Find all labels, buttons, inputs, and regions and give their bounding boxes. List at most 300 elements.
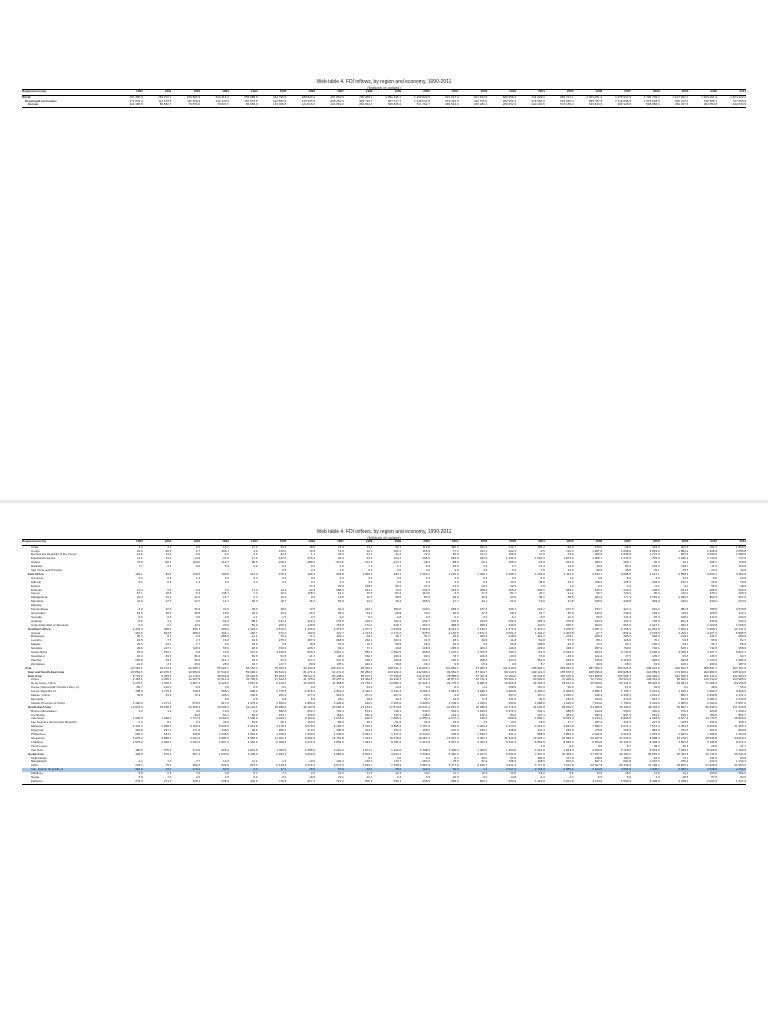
cell-value: 18 906.0 <box>734 717 746 721</box>
cell-value: 3.8 <box>454 569 459 573</box>
row-name: Korea, Democratic People's Rep. of <box>31 686 79 690</box>
cell-value: 216 089.5 <box>646 670 660 674</box>
cell-value: 280 952.3 <box>487 103 516 107</box>
cell-value: 3 487.1 <box>132 678 143 682</box>
cell-value: 1 975 537.5 <box>615 95 631 99</box>
cell-value: 131 859.8 <box>588 674 603 678</box>
cell-value: 186.9 <box>537 756 545 760</box>
cell-value: 2.9 <box>540 744 545 748</box>
cell-value: 154 072.7 <box>158 95 172 99</box>
cell-value: 24.6 <box>711 569 718 573</box>
cell-value: 59.0 <box>395 662 402 666</box>
cell-value: 23 541.4 <box>418 705 430 709</box>
cell-value: 10.3 <box>280 596 287 600</box>
cell-value: 108.0 <box>422 557 430 561</box>
cell-value: 3 924.8 <box>563 725 574 729</box>
cell-value: 11.2 <box>395 553 402 557</box>
cell-value: 323.5 <box>623 721 631 725</box>
cell-value: 70.1 <box>653 639 660 643</box>
cell-value: 4 678.0 <box>333 717 344 721</box>
cell-value: -69.2 <box>624 545 631 549</box>
cell-value: 19.2 <box>309 776 316 780</box>
cell-value: 83 155.8 <box>734 682 746 686</box>
cell-value: 17.4 <box>165 600 172 604</box>
cell-value: 31 554.0 <box>734 764 746 768</box>
cell-value: 72.0 <box>424 553 430 557</box>
row-name: Korea, Republic of <box>31 690 56 694</box>
cell-value: 860.4 <box>709 596 718 600</box>
cell-value: 917.0 <box>221 701 229 705</box>
cell-value: 2 591.2 <box>649 694 660 698</box>
cell-value: -362.0 <box>114 768 143 772</box>
cell-value: 118.0 <box>623 639 631 643</box>
cell-value: 150.7 <box>278 713 287 717</box>
cell-value: -45.9 <box>566 654 574 658</box>
cell-value: 222.0 <box>623 588 631 592</box>
cell-value: 12.4 <box>481 772 488 776</box>
cell-value: 968.8 <box>422 651 430 655</box>
cell-value: 237.4 <box>163 729 172 733</box>
cell-value: 202 443.2 <box>703 674 718 678</box>
cell-value: 553.9 <box>451 725 459 729</box>
cell-value: 618 585.1 <box>703 99 718 103</box>
cell-value: 83.0 <box>740 756 746 760</box>
cell-value: 9.8 <box>282 697 287 701</box>
cell-value: 294.4 <box>594 596 603 600</box>
cell-value: 14.7 <box>223 600 229 604</box>
cell-value: 1.0 <box>224 580 229 584</box>
header-year-2000: 2000 <box>401 90 430 96</box>
cell-value: 1 118.0 <box>516 780 545 784</box>
header-year-1998: 1998 <box>344 540 373 546</box>
cell-value: 259.9 <box>623 709 631 713</box>
cell-value: 34.3 <box>165 658 172 662</box>
cell-value: 33.0 <box>194 713 201 717</box>
cell-value: 23.9 <box>452 721 459 725</box>
cell-value: 1 098.7 <box>506 572 517 576</box>
cell-value: 879.0 <box>192 701 201 705</box>
cell-value: 3 787.6 <box>419 725 430 729</box>
cell-value: -99.5 <box>250 561 258 565</box>
cell-value: 7 424.0 <box>592 701 603 705</box>
cell-value: 258.3 <box>422 729 430 733</box>
cell-value: -112.7 <box>220 561 229 565</box>
cell-value: 97 962.4 <box>475 666 488 670</box>
cell-value: 10.5 <box>223 651 229 655</box>
cell-value: 12 652.9 <box>647 627 660 631</box>
cell-value: 5 136.5 <box>333 725 344 729</box>
cell-value: 302.1 <box>221 631 229 635</box>
cell-value: 194 936.2 <box>646 674 660 678</box>
cell-value: 15 460.3 <box>561 737 574 740</box>
cell-value: 9 283.4 <box>419 690 430 694</box>
cell-value: 15 185.5 <box>159 705 172 709</box>
cell-value: 145.1 <box>479 713 488 717</box>
cell-value: 0.3 <box>339 576 344 580</box>
cell-value: 28 398.4 <box>274 705 287 709</box>
cell-value: 7 600.0 <box>678 748 689 752</box>
cell-value: 78 858.6 <box>446 674 459 678</box>
cell-value: 11.1 <box>251 760 258 764</box>
cell-value: 308.0 <box>401 780 430 784</box>
cell-value: 108.7 <box>307 592 316 596</box>
cell-value: 34 080.9 <box>332 705 344 709</box>
cell-value: 4 624.2 <box>534 725 545 729</box>
cell-value: 783.1 <box>508 651 517 655</box>
cell-value: 72 184.6 <box>504 674 517 678</box>
cell-value: 5 477.6 <box>448 764 459 768</box>
cell-value: -44.0 <box>336 553 344 557</box>
cell-value: -27.7 <box>451 600 459 604</box>
cell-value: 44.0 <box>653 686 660 690</box>
cell-value: 728.3 <box>192 690 201 694</box>
header-year-1995: 1995 <box>258 90 287 96</box>
cell-value: 108.3 <box>594 580 603 584</box>
cell-value: 195.0 <box>451 733 459 737</box>
cell-value: 118.9 <box>422 647 430 651</box>
cell-value: 4 928.0 <box>419 701 430 705</box>
cell-value: 148.5 <box>307 623 316 627</box>
cell-value: 58.5 <box>395 643 402 647</box>
cell-value: 62.1 <box>337 592 344 596</box>
cell-value: 591 292.9 <box>445 99 459 103</box>
cell-value: 105.0 <box>221 694 229 698</box>
cell-value: 162.8 <box>393 658 402 662</box>
cell-value: 1 066.0 <box>678 596 689 600</box>
cell-value: 403.4 <box>479 635 488 639</box>
cell-value: 0.1 <box>425 576 430 580</box>
cell-value: 623.6 <box>680 697 689 701</box>
cell-value: 5 438.0 <box>631 780 660 784</box>
cell-value: 398 221.6 <box>646 666 660 670</box>
cell-value: 4 686.3 <box>218 737 229 740</box>
cell-value: 544.0 <box>163 733 172 737</box>
cell-value: 993.7 <box>393 572 402 576</box>
cell-value: 55.3 <box>337 600 344 604</box>
row-name: South Africa <box>31 651 48 655</box>
cell-value: 7 566.2 <box>678 627 689 631</box>
header-year-2000: 2000 <box>401 540 430 546</box>
cell-value: 25.9 <box>481 662 488 666</box>
cell-value: 3.0 <box>253 549 258 553</box>
cell-value: 150 576.5 <box>244 99 258 103</box>
row-name: Cambodia <box>31 713 45 717</box>
row-name: Asia <box>25 666 32 670</box>
cell-value: 15.0 <box>625 772 631 776</box>
cell-value: -1 215.0 <box>131 627 143 631</box>
cell-value: 7 690.7 <box>592 725 603 729</box>
cell-value: 60 630.0 <box>533 678 545 682</box>
cell-value: 52 394.1 <box>676 682 689 686</box>
cell-value: 28.0 <box>223 662 229 666</box>
row-name: Indonesia <box>31 717 45 721</box>
cell-value: 407.2 <box>537 694 545 698</box>
cell-value: 11.7 <box>453 772 459 776</box>
cell-value: 5 365.4 <box>678 651 689 655</box>
header-year-2006: 2006 <box>574 90 603 96</box>
cell-value: 16 578.4 <box>389 737 402 740</box>
cell-value: 467.9 <box>508 694 517 698</box>
cell-value: 189.0 <box>623 756 631 760</box>
cell-value: 0.9 <box>282 576 287 580</box>
cell-value: 9 146.8 <box>707 740 718 744</box>
cell-value: 917.7 <box>286 780 315 784</box>
cell-value: 54 341.0 <box>619 682 631 686</box>
cell-value: 1 808.0 <box>620 553 631 557</box>
cell-value: 15.0 <box>337 643 344 647</box>
cell-value: 2.6 <box>483 565 488 569</box>
cell-value: 222 315.3 <box>215 95 229 99</box>
cell-value: -10.0 <box>595 686 603 690</box>
cell-value: 1 311.6 <box>563 572 574 576</box>
cell-value: 1 691.4 <box>707 697 718 701</box>
cell-value: 94.0 <box>653 756 660 760</box>
cell-value: 844.7 <box>652 697 660 701</box>
cell-value: 419.5 <box>229 780 258 784</box>
cell-value: 253.2 <box>393 729 402 733</box>
cell-value: 293.6 <box>307 713 316 717</box>
cell-value: 2.0 <box>195 776 201 780</box>
cell-value: 1 854.6 <box>735 545 746 549</box>
cell-value: 160.7 <box>422 619 430 623</box>
cell-value: 15.5 <box>682 569 689 573</box>
cell-value: 20.4 <box>337 557 344 561</box>
cell-value: 197.0 <box>537 686 545 690</box>
cell-value: 34 032.4 <box>533 682 545 686</box>
cell-value: 388.8 <box>451 623 459 627</box>
cell-value: 300.7 <box>738 721 746 725</box>
cell-value: 857 017.7 <box>387 99 402 103</box>
cell-value: 16.6 <box>136 639 143 643</box>
cell-value: 1 864.0 <box>305 701 316 705</box>
cell-value: 586.6 <box>738 635 746 639</box>
cell-value: 4 339.9 <box>419 752 430 756</box>
cell-value: -793.9 <box>651 557 660 561</box>
cell-value: 14 178.2 <box>188 674 201 678</box>
cell-value: 1 944.5 <box>247 748 258 752</box>
cell-value: 37.5 <box>625 654 631 658</box>
cell-value: 1 520.0 <box>305 733 316 737</box>
cell-value: 255.0 <box>479 588 488 592</box>
cell-value: 51.2 <box>165 694 172 698</box>
cell-value: 85.5 <box>567 596 574 600</box>
page-1-title: Web table 4. FDI inflows, by region and economy, 1990-2011 <box>316 79 452 85</box>
cell-value: 184.6 <box>479 619 488 623</box>
cell-value: -14.5 <box>135 553 143 557</box>
cell-value: 31.5 <box>424 639 430 643</box>
row-name: Viet Nam <box>31 748 44 752</box>
cell-value: 6 401.7 <box>477 737 488 740</box>
cell-value: 0.3 <box>483 576 488 580</box>
row-name: Mayotte <box>31 604 42 608</box>
cell-value: 5 005.6 <box>218 725 229 729</box>
cell-value: 148.9 <box>221 729 229 733</box>
row-name: South Asia <box>28 752 44 756</box>
cell-value: 4 341.8 <box>247 725 258 729</box>
row-name: Seychelles <box>31 612 46 615</box>
cell-value: 116.3 <box>681 592 689 596</box>
cell-value: 287.5 <box>307 639 316 643</box>
cell-value: 288.3 <box>709 588 718 592</box>
cell-value: 57.1 <box>136 592 143 596</box>
cell-value: 13.5 <box>337 596 344 600</box>
cell-value: 29.7 <box>309 612 316 615</box>
cell-value: 8 014.3 <box>448 627 459 631</box>
cell-value: 55 112.4 <box>303 674 316 678</box>
row-name: Maldives <box>31 772 43 776</box>
cell-value: 12.9 <box>452 584 459 588</box>
cell-value: 308.2 <box>479 623 488 627</box>
cell-value: 90 639.4 <box>705 705 718 709</box>
cell-value: 5 859.9 <box>534 740 545 744</box>
cell-value: 2.2 <box>310 565 316 569</box>
cell-value: 59 999.1 <box>245 670 258 674</box>
cell-value: 211.4 <box>537 729 545 733</box>
cell-value: 129.0 <box>680 635 689 639</box>
cell-value: 4 150.0 <box>717 768 746 772</box>
header-year-2007: 2007 <box>602 90 631 96</box>
cell-value: 149.4 <box>451 713 459 717</box>
cell-value: 99 981.5 <box>446 670 459 674</box>
cell-value: 1 179.8 <box>161 690 172 694</box>
cell-value: 72.3 <box>194 694 201 698</box>
cell-value: 79 556.6 <box>171 103 200 107</box>
header-year-1993: 1993 <box>200 540 229 546</box>
cell-value: 84.5 <box>165 572 172 576</box>
cell-value: 14.4 <box>538 565 545 569</box>
cell-value: 5 067.0 <box>448 740 459 744</box>
cell-value: -14.9 <box>193 557 201 561</box>
cell-value: 181.0 <box>479 647 488 651</box>
cell-value: 29 347.6 <box>590 737 603 740</box>
cell-value: 5.3 <box>454 592 459 596</box>
cell-value: 87.0 <box>653 615 660 619</box>
cell-value: -2 977.4 <box>447 717 459 721</box>
cell-value: 573.0 <box>364 709 373 713</box>
cell-value: 14 765.3 <box>360 682 373 686</box>
cell-value: 82.3 <box>625 565 631 569</box>
cell-value: 8.3 <box>425 565 430 569</box>
cell-value: 1 197 823.7 <box>672 95 689 99</box>
cell-value: 12.0 <box>136 588 143 592</box>
cell-value: 1.4 <box>167 760 172 764</box>
cell-value: 1 412.0 <box>391 748 402 752</box>
cell-value: -4 550.4 <box>418 717 430 721</box>
cell-value: 347.0 <box>508 658 517 662</box>
cell-value: 2 400.0 <box>592 748 603 752</box>
cell-value: 76.0 <box>682 756 689 760</box>
cell-value: -0.3 <box>597 584 603 588</box>
cell-value: 23.5 <box>424 612 430 615</box>
cell-value: -42.6 <box>423 561 430 565</box>
cell-value: 96.0 <box>596 615 603 619</box>
cell-value: 448.9 <box>537 760 545 764</box>
cell-value: 34 493.6 <box>619 752 631 756</box>
cell-value: 96.7 <box>711 643 718 647</box>
cell-value: 55.0 <box>740 686 746 690</box>
cell-value: 13.9 <box>538 600 545 604</box>
cell-value: 5 432.0 <box>649 701 660 705</box>
cell-value: 344.0 <box>594 697 603 701</box>
cell-value: 2.8 <box>167 662 172 666</box>
cell-value: 228.9 <box>652 580 660 584</box>
cell-value: 3.4 <box>454 580 459 584</box>
cell-value: -75.0 <box>135 651 143 655</box>
cell-value: 15 087.2 <box>446 737 459 740</box>
cell-value: 1 671.0 <box>362 748 373 752</box>
cell-value: 7 572.4 <box>649 725 660 729</box>
cell-value: 53.7 <box>424 697 430 701</box>
cell-value: 117 034.8 <box>732 705 746 709</box>
cell-value: 545.3 <box>594 588 603 592</box>
cell-value: 11 324.5 <box>619 740 631 744</box>
cell-value: 78.7 <box>452 654 459 658</box>
cell-value: 2 921.0 <box>592 733 603 737</box>
cell-value: 1 896.1 <box>534 717 545 721</box>
cell-value: 253.7 <box>163 651 172 655</box>
cell-value: 19.3 <box>452 643 459 647</box>
cell-value: 72.2 <box>596 643 603 647</box>
cell-value: 121 515.0 <box>286 103 315 107</box>
header-year-1993: 1993 <box>200 90 229 96</box>
cell-value: 21 032.1 <box>533 737 545 740</box>
cell-value: 7 430.0 <box>735 748 746 752</box>
cell-value: 1 022.8 <box>707 623 718 627</box>
cell-value: 7.7 <box>138 565 143 569</box>
cell-value: 27 467.8 <box>590 752 603 756</box>
cell-value: 3.0 <box>397 569 402 573</box>
cell-value: 30.4 <box>136 654 143 658</box>
cell-value: 383.3 <box>430 780 459 784</box>
page-2-title: Web table 4. FDI inflows, by region and economy, 1990-2011 <box>316 529 452 535</box>
cell-value: 108.0 <box>537 643 545 647</box>
cell-value: 6 929.6 <box>218 682 229 686</box>
cell-value: 323.8 <box>565 561 574 565</box>
cell-value: 87.8 <box>711 776 718 780</box>
cell-value: -79.0 <box>566 553 574 557</box>
cell-value: 1 245.8 <box>534 572 545 576</box>
cell-value: 29.5 <box>136 647 143 651</box>
cell-value: 1 315 898.9 <box>615 99 631 103</box>
cell-value: 49.4 <box>395 600 402 604</box>
cell-value: 1 271.0 <box>161 701 172 705</box>
cell-value: 3 311.2 <box>649 690 660 694</box>
cell-value: 148.5 <box>364 584 373 588</box>
cell-value: 58.0 <box>395 596 402 600</box>
cell-value: 11.4 <box>338 772 344 776</box>
cell-value: 878.6 <box>422 631 430 635</box>
cell-value: 1.1 <box>310 553 316 557</box>
cell-value: 45.3 <box>194 658 201 662</box>
cell-value: 3 898.1 <box>678 572 689 576</box>
cell-value: 55.6 <box>223 647 229 651</box>
cell-value: 275.8 <box>594 729 603 733</box>
row-name: Lao People's Democratic Republic <box>31 721 77 725</box>
cell-value: 184.6 <box>565 697 574 701</box>
cell-value: 2 248.0 <box>333 701 344 705</box>
cell-value: 114 734.0 <box>703 678 718 682</box>
cell-value: 64.3 <box>223 654 229 658</box>
cell-value: 13.9 <box>682 576 689 580</box>
cell-value: 4.0 <box>195 709 201 713</box>
cell-value: 2 271.0 <box>305 740 316 744</box>
cell-value: 1 729.3 <box>707 658 718 662</box>
header-year-1996: 1996 <box>286 540 315 546</box>
cell-value: 52.8 <box>538 639 545 643</box>
cell-value: 202.8 <box>135 658 143 662</box>
cell-value: 3 410.0 <box>419 740 430 744</box>
cell-value: 330.6 <box>508 623 517 627</box>
